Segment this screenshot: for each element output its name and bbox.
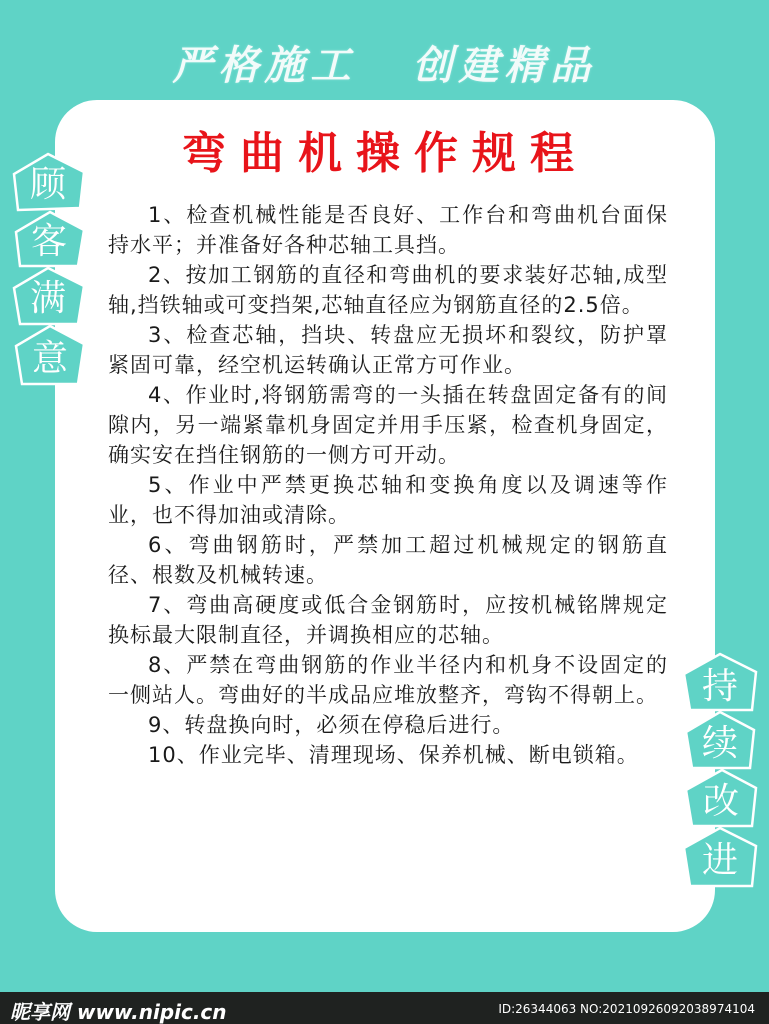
rule-item: 4、作业时,将钢筋需弯的一头插在转盘固定备有的间隙内，另一端紧靠机身固定并用手压紧，检查机身固定，确实安在挡住钢筋的一侧方可开动。	[108, 383, 668, 467]
rule-item: 7、弯曲高硬度或低合金钢筋时，应按机械铭牌规定换标最大限制直径，并调换相应的芯轴。	[108, 593, 668, 647]
badge-char: 顾	[29, 164, 67, 205]
badge-char: 持	[701, 666, 739, 707]
rule-item: 8、严禁在弯曲钢筋的作业半径内和机身不设固定的一侧站人。弯曲好的半成品应堆放整齐，弯钩不得朝上。	[108, 653, 668, 707]
pentagon-badge	[16, 326, 84, 384]
rule-item: 9、转盘换向时，必须在停稳后进行。	[148, 713, 515, 737]
badge-char: 续	[701, 723, 739, 764]
rule-item: 1、检查机械性能是否良好、工作台和弯曲机台面保持水平；并准备好各种芯轴工具挡。	[108, 203, 668, 257]
pentagon-badge	[14, 154, 84, 210]
rule-item: 2、按加工钢筋的直径和弯曲机的要求装好芯轴,成型轴,挡铁轴或可变挡架,芯轴直径应为钢筋直径的2.5倍。	[108, 263, 668, 317]
badge-char: 满	[29, 278, 67, 319]
slogan-part-2: 创建精品	[412, 43, 597, 89]
pentagon-badge	[686, 712, 754, 768]
watermark-id: ID:26344063 NO:20210926092038974104	[498, 1002, 755, 1016]
badge-char: 改	[702, 781, 740, 822]
badge-char: 进	[701, 840, 739, 881]
rules-list	[108, 200, 668, 770]
pentagon-badge	[686, 770, 756, 826]
rule-item: 5、作业中严禁更换芯轴和变换角度以及调速等作业，也不得加油或清除。	[108, 473, 668, 527]
page-title: 弯曲机操作规程	[182, 128, 588, 179]
rule-item: 3、检查芯轴，挡块、转盘应无损坏和裂纹，防护罩紧固可靠，经空机运转确认正常方可作业。	[108, 323, 668, 377]
pentagon-badge	[14, 268, 84, 324]
left-badges	[8, 150, 88, 390]
slogan-part-1: 严格施工	[172, 43, 357, 89]
pentagon-badge	[684, 654, 756, 710]
badge-char: 意	[31, 338, 69, 379]
pentagon-badge	[684, 828, 756, 886]
rule-item: 6、弯曲钢筋时，严禁加工超过机械规定的钢筋直径、根数及机械转速。	[108, 533, 668, 587]
watermark-site: 昵享网 www.nipic.cn	[10, 1000, 227, 1024]
rule-item: 10、作业完毕、清理现场、保养机械、断电锁箱。	[148, 743, 639, 767]
badge-char: 客	[30, 221, 68, 262]
slogan	[0, 34, 769, 91]
pentagon-badge	[16, 212, 84, 266]
right-badges	[680, 650, 760, 890]
